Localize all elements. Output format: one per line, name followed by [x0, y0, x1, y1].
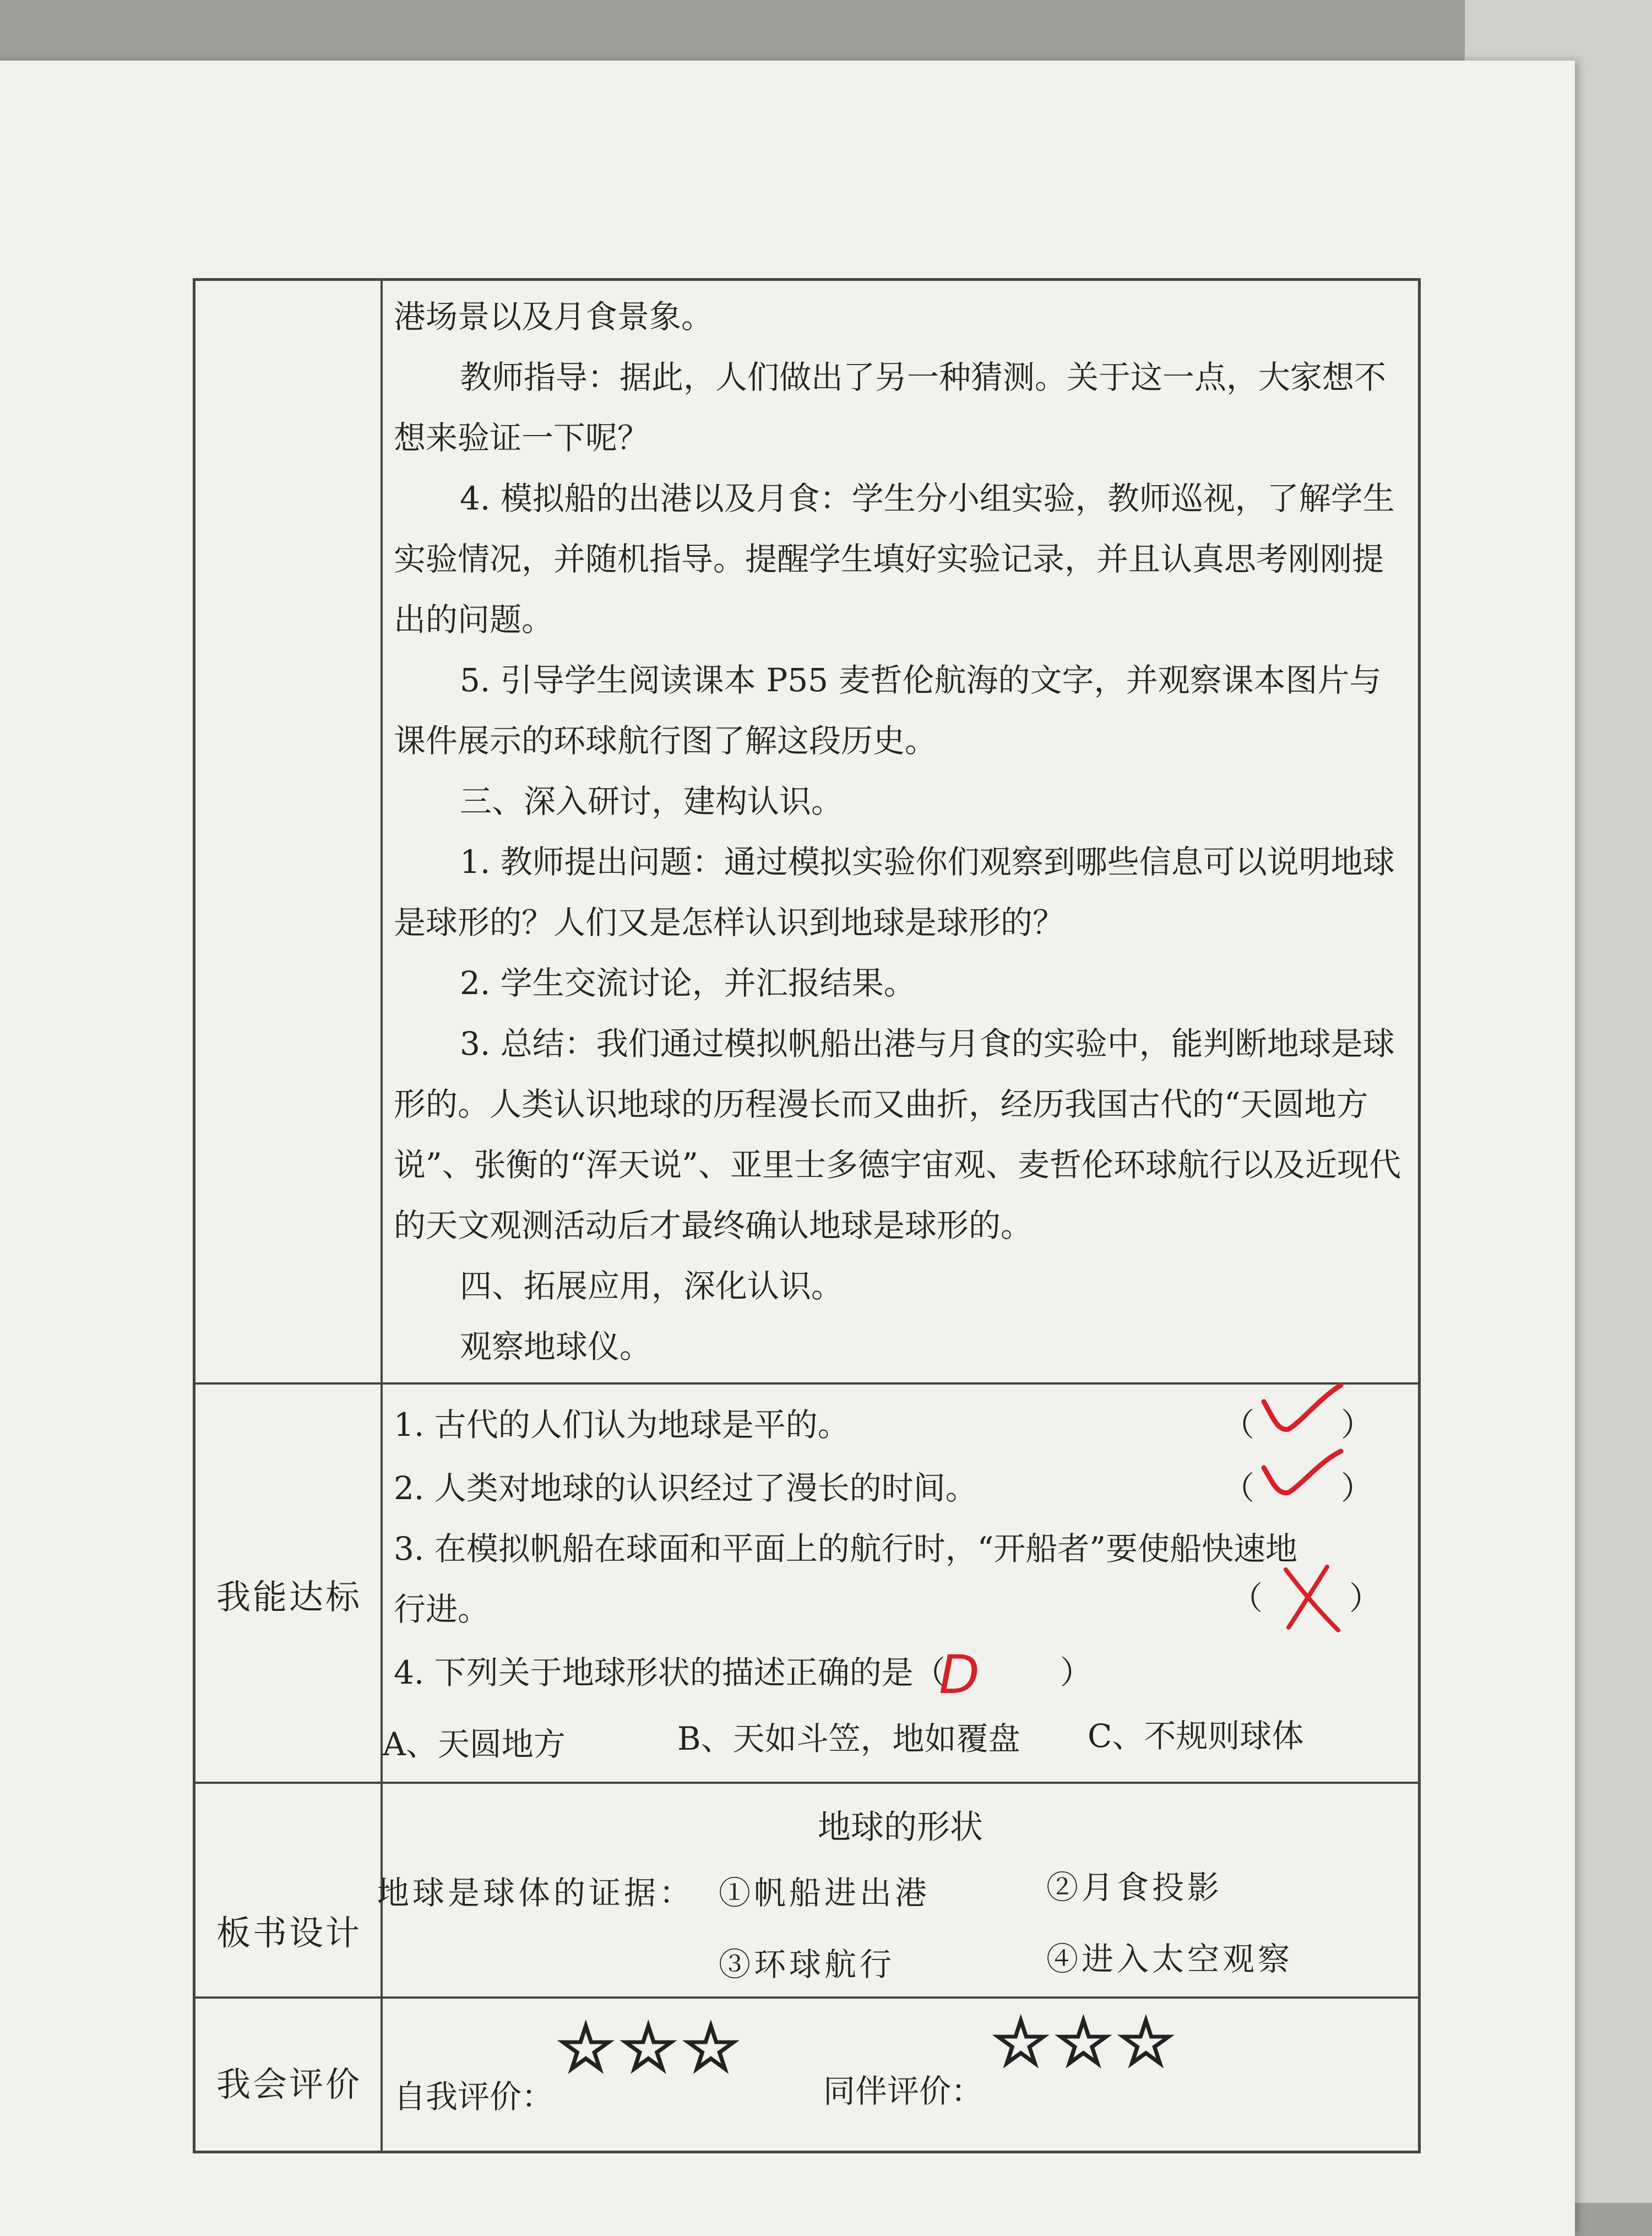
answer-paren-close: ） [1349, 1580, 1382, 1617]
label-column [195, 281, 383, 2151]
paragraph: 港场景以及月食景象。 [394, 298, 714, 335]
check-mark-icon [1258, 1440, 1346, 1501]
quiz-label: 我能达标 [216, 1577, 362, 1617]
option-a: A、天圆地方 [383, 1725, 566, 1763]
quiz-question-1: 1. 古代的人们认为地球是平的。 [394, 1406, 850, 1443]
row-divider [195, 1996, 1418, 1999]
paragraph: 观察地球仪。 [460, 1328, 652, 1365]
paragraph: 4. 模拟船的出港以及月食：学生分小组实验，教师巡视，了解学生实验情况，并随机指导。提醒学生填好实验记录，并且认真思考刚刚提出的问题。 [394, 480, 1395, 638]
board-item-2: ②月食投影 [1046, 1869, 1223, 1906]
paragraph: 1. 教师提出问题：通过模拟实验你们观察到哪些信息可以说明地球是球形的？人们又是怎样认识到地球是球形的？ [394, 843, 1395, 941]
peer-evaluation-label: 同伴评价： [823, 2072, 983, 2110]
paper-sheet [0, 61, 1575, 2236]
answer-paren-close: ） [1341, 1406, 1373, 1443]
answer-paren-open: （ [1222, 1406, 1255, 1443]
cross-mark-icon [1275, 1559, 1346, 1636]
answer-paren-open: （ [1222, 1469, 1255, 1507]
peer-rating-stars[interactable]: ☆☆☆ [991, 2005, 1179, 2081]
paragraph: 教师指导：据此，人们做出了另一种猜测。关于这一点，大家想不想来验证一下呢？ [394, 359, 1387, 457]
board-item-3: ③环球航行 [719, 1946, 895, 1983]
board-lead: 地球是球体的证据： [377, 1874, 695, 1912]
lesson-body [394, 286, 1401, 1377]
option-b: B、天如斗笠，地如覆盘 [677, 1720, 1020, 1757]
evaluation-label: 我会评价 [216, 2064, 362, 2104]
board-title: 地球的形状 [818, 1808, 983, 1847]
answer-d: D [939, 1644, 980, 1706]
paragraph: 3. 总结：我们通过模拟帆船出港与月食的实验中，能判断地球是球形的。人类认识地球的历程漫长而又曲折，经历我国古代的“天圆地方说”、张衡的“浑天说”、亚里士多德宇宙观、麦哲伦环球航行以及近现代的天文观测活动后才最终确认地球是球形的。 [394, 1025, 1401, 1244]
quiz-question-2: 2. 人类对地球的认识经过了漫长的时间。 [394, 1469, 977, 1507]
lesson-plan-table [193, 278, 1421, 2153]
answer-paren-open: （ [1231, 1580, 1263, 1617]
quiz-question-4: 4. 下列关于地球形状的描述正确的是（ [394, 1654, 945, 1691]
row-divider [195, 1782, 1418, 1784]
self-evaluation-label: 自我评价： [394, 2078, 554, 2115]
section-heading: 三、深入研讨，建构认识。 [460, 783, 844, 820]
quiz-question-3: 3. 在模拟帆船在球面和平面上的航行时，“开船者”要使船快速地 [394, 1530, 1298, 1567]
board-item-4: ④进入太空观察 [1046, 1940, 1294, 1978]
row-divider [195, 1382, 1418, 1385]
quiz-question-3-cont: 行进。 [394, 1591, 490, 1628]
check-mark-icon [1258, 1377, 1346, 1437]
answer-paren-close: ） [1341, 1469, 1373, 1507]
board-item-1: ①帆船进出港 [719, 1874, 931, 1912]
answer-paren-close: ） [1060, 1654, 1093, 1691]
option-c: C、不规则球体 [1088, 1717, 1304, 1755]
section-heading: 四、拓展应用，深化认识。 [460, 1267, 844, 1305]
paragraph: 5. 引导学生阅读课本 P55 麦哲伦航海的文字，并观察课本图片与课件展示的环球航行图了解这段历史。 [394, 661, 1382, 759]
board-label: 板书设计 [216, 1913, 362, 1953]
paragraph: 2. 学生交流讨论，并汇报结果。 [460, 964, 916, 1002]
self-rating-stars[interactable]: ☆☆☆ [556, 2010, 744, 2087]
